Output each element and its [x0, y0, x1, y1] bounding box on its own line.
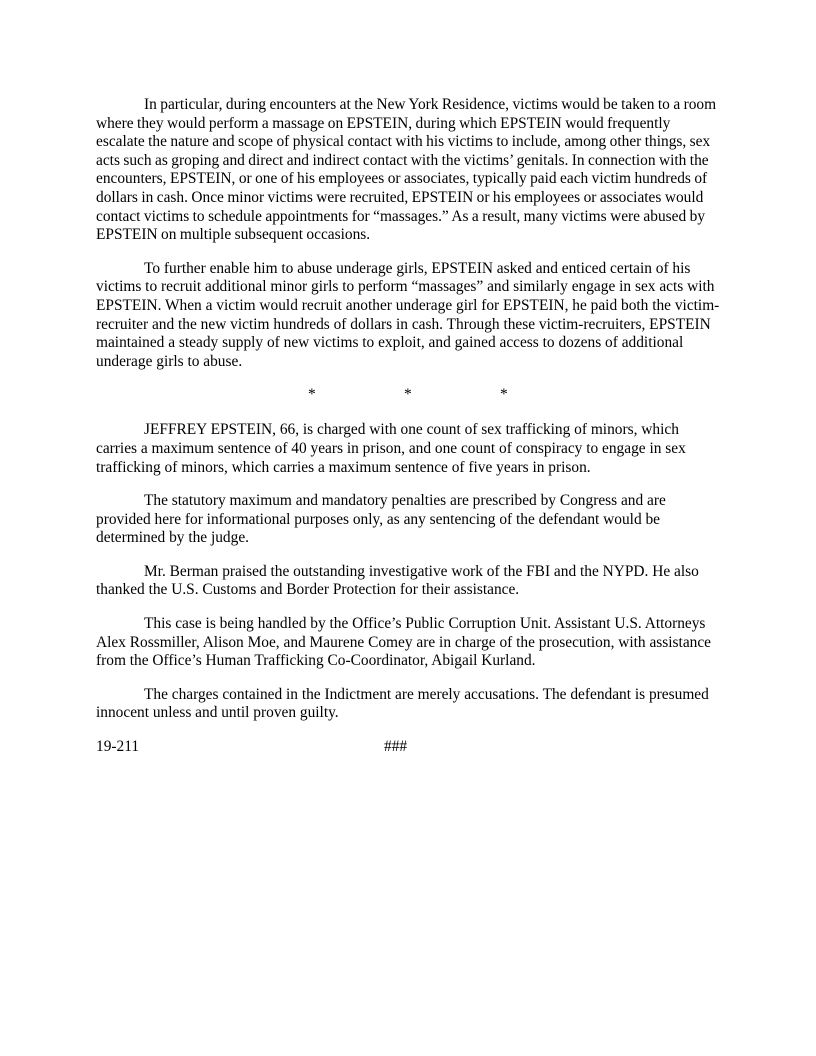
paragraph-new-york-residence-encounters: In particular, during encounters at the New York Residence, victims would be taken to a room where they would perform a massage on EPSTEIN, during which EPSTEIN would frequently escalate the nature and scope of physical contact with his victims to include, among other things, sex acts such as groping and direct and indirect contact with the victims’ genitals. In connection with the encounters, EPSTEIN, or one of his employees or associates, typically paid each victim hundreds of dollars in cash. Once minor victims were recruited, EPSTEIN or his employees or associates would contact victims to schedule appointments for “massages.” As a result, many victims were abused by EPSTEIN on multiple subsequent occasions.: [96, 96, 717, 244]
paragraph-statutory-penalties: The statutory maximum and mandatory penalties are prescribed by Congress and are provided here for informational purposes only, as any sentencing of the defendant would be determined by the judge.: [96, 492, 666, 547]
document-footer: [96, 738, 720, 757]
section-break-asterisk: *: [500, 386, 508, 404]
section-break: [96, 386, 720, 404]
section-break-asterisk: *: [404, 386, 412, 404]
paragraph-presumed-innocent: The charges contained in the Indictment are merely accusations. The defendant is presumed innocent unless and until proven guilty.: [96, 685, 709, 722]
paragraph-case-handling: This case is being handled by the Office’s Public Corruption Unit. Assistant U.S. Attorneys Alex Rossmiller, Alison Moe, and Maurene Comey are in charge of the prosecution, with assistance from the Office’s Human Trafficking Co-Coordinator, Abigail Kurland.: [96, 615, 712, 670]
paragraph-praise: Mr. Berman praised the outstanding investigative work of the FBI and the NYPD. He also thanked the U.S. Customs and Border Protection for their assistance.: [96, 562, 699, 599]
paragraph-charges: JEFFREY EPSTEIN, 66, is charged with one count of sex trafficking of minors, which carries a maximum sentence of 40 years in prison, and one count of conspiracy to engage in sex trafficking of minors, which carries a maximum sentence of five years in prison.: [96, 421, 686, 476]
document-page: [96, 96, 720, 757]
end-mark: ###: [384, 738, 408, 756]
release-number: 19-211: [96, 738, 140, 756]
paragraph-victim-recruiters: To further enable him to abuse underage girls, EPSTEIN asked and enticed certain of his victims to recruit additional minor girls to perform “massages” and similarly engage in sex acts with EPSTEIN. When a victim would recruit another underage girl for EPSTEIN, he paid both the victim-recruiter and the new victim hundreds of dollars in cash. Through these victim-recruiters, EPSTEIN maintained a steady supply of new victims to exploit, and gained access to dozens of additional underage girls to abuse.: [96, 259, 720, 370]
section-break-asterisk: *: [308, 386, 316, 404]
